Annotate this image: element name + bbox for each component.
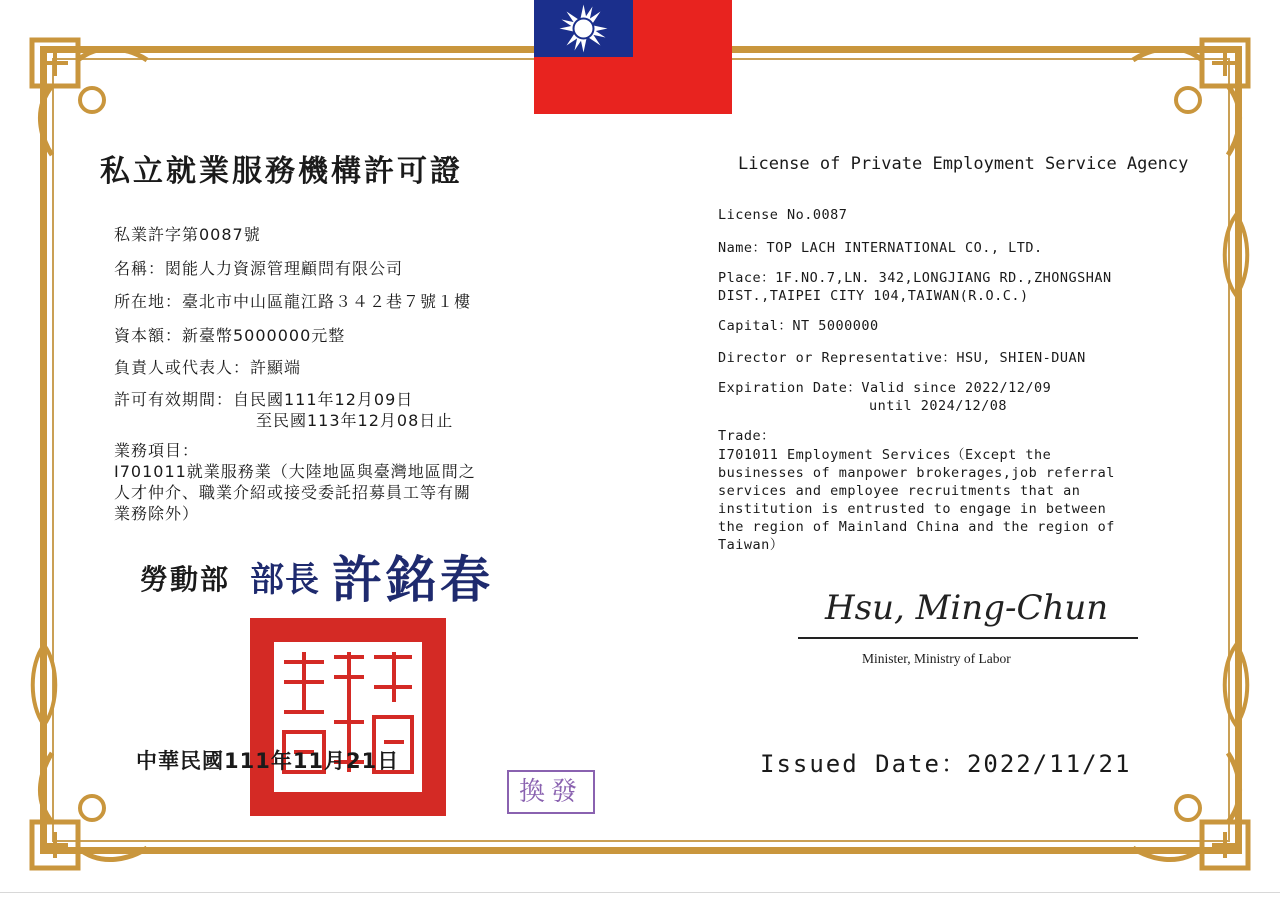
zh-business-line: 人才仲介、職業介紹或接受委託招募員工等有關 (114, 483, 472, 502)
zh-representative: 負責人或代表人：許顯端 (114, 358, 302, 377)
zh-valid-period-start: 許可有效期間：自民國111年12月09日 (114, 390, 414, 409)
en-place-line: Place：1F.NO.7,LN. 342,LONGJIANG RD.,ZHONGSHAN (718, 270, 1112, 286)
corner-ornament-bottom-right (1128, 748, 1258, 878)
zh-capital: 資本額：新臺幣5000000元整 (114, 326, 346, 345)
minister-title: 部長 (250, 560, 320, 600)
zh-address: 所在地：臺北市中山區龍江路３４２巷７號１樓 (114, 292, 472, 311)
minister-signature: Hsu, Ming-Chun (825, 588, 1109, 628)
zh-license-number: 私業許字第0087號 (114, 225, 261, 244)
minister-caption: Minister, Ministry of Labor (862, 651, 1011, 666)
en-license-number: License No.0087 (718, 207, 848, 223)
scan-edge (0, 892, 1280, 893)
en-certificate-title: License of Private Employment Service Agency (738, 154, 1189, 174)
en-capital: Capital：NT 5000000 (718, 318, 879, 334)
white-sun-icon (534, 0, 633, 57)
flag-canton (534, 0, 633, 57)
zh-company-name: 名稱：閎能人力資源管理顧問有限公司 (114, 259, 404, 278)
en-trade-line: Taiwan） (718, 537, 784, 553)
zh-business-line: 業務除外） (114, 504, 200, 523)
en-expiration-start: Expiration Date：Valid since 2022/12/09 (718, 380, 1052, 396)
side-ornament-left (24, 640, 64, 730)
zh-certificate-title: 私立就業服務機構許可證 (100, 154, 463, 189)
en-trade-line: services and employee recruitments that an (718, 483, 1081, 499)
roc-flag (534, 0, 732, 114)
corner-ornament-top-left (22, 30, 152, 160)
zh-business-line: I701011就業服務業（大陸地區與臺灣地區間之 (114, 462, 476, 481)
en-director: Director or Representative：HSU, SHIEN-DUAN (718, 350, 1086, 366)
en-issued-date: Issued Date：2022/11/21 (760, 750, 1132, 778)
en-company-name: Name：TOP LACH INTERNATIONAL CO., LTD. (718, 240, 1043, 256)
corner-ornament-top-right (1128, 30, 1258, 160)
signature-line (798, 637, 1138, 639)
en-trade-line: institution is entrusted to engage in between (718, 501, 1107, 517)
en-trade-line: businesses of manpower brokerages,job referral (718, 465, 1115, 481)
en-trade-label: Trade： (718, 428, 776, 444)
en-trade-line: I701011 Employment Services（Except the (718, 447, 1052, 463)
zh-business-label: 業務項目： (114, 441, 200, 460)
corner-ornament-bottom-left (22, 748, 152, 878)
reissue-stamp: 換發 (507, 770, 595, 814)
zh-valid-period-end: 至民國113年12月08日止 (256, 411, 454, 430)
ministry-name: 勞動部 (140, 563, 231, 596)
en-place-line: DIST.,TAIPEI CITY 104,TAIWAN(R.O.C.) (718, 288, 1029, 304)
en-trade-line: the region of Mainland China and the region of (718, 519, 1115, 535)
official-seal (250, 618, 446, 816)
minister-name: 許銘春 (332, 551, 494, 609)
side-ornament-right (1216, 640, 1256, 730)
zh-issue-date: 中華民國111年11月21日 (136, 749, 400, 773)
side-ornament-right-upper (1216, 210, 1256, 300)
en-expiration-end: until 2024/12/08 (869, 398, 1008, 414)
